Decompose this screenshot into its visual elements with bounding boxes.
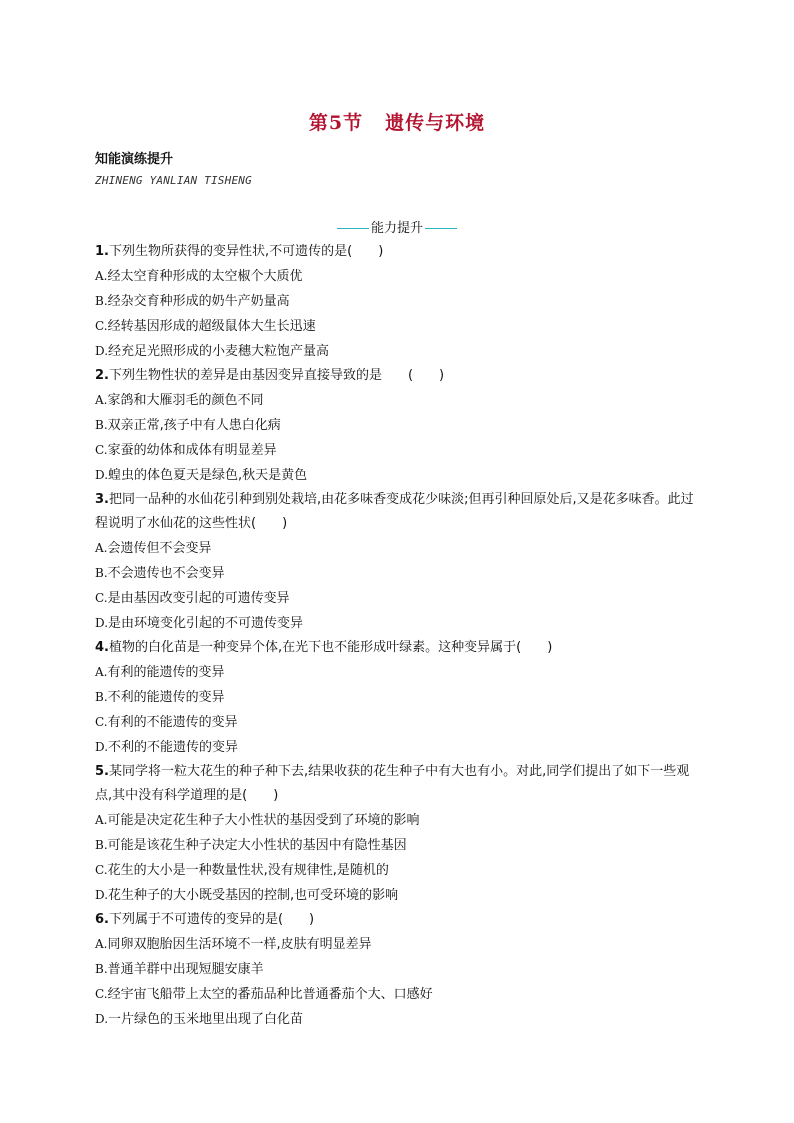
question-2 (95, 364, 695, 488)
option-b: B.不会遗传也不会变异 (95, 566, 225, 581)
question-stem: 5.某同学将一粒大花生的种子种下去,结果收获的花生种子中有大也有小。对此,同学们提出了如下一些观点,其中没有科学道理的是( ) (95, 764, 690, 803)
question-stem: 3.把同一品种的水仙花引种到别处栽培,由花多味香变成花少味淡;但再引种回原处后,又是花多味香。此过程说明了水仙花的这些性状( ) (95, 492, 694, 531)
option-c: C.花生的大小是一种数量性状,没有规律性,是随机的 (95, 863, 389, 878)
section-heading: 知能演练提升 (95, 152, 174, 167)
question-4 (95, 636, 695, 760)
option-a: A.会遗传但不会变异 (95, 541, 212, 556)
option-b: B.普通羊群中出现短腿安康羊 (95, 962, 264, 977)
question-list (95, 240, 695, 1032)
option-a: A.有利的能遗传的变异 (95, 665, 225, 680)
question-1 (95, 240, 695, 364)
chapter-title: 遗传与环境 (385, 112, 486, 134)
question-3 (95, 488, 695, 636)
option-a: A.可能是决定花生种子大小性状的基因受到了环境的影响 (95, 813, 420, 828)
option-b: B.可能是该花生种子决定大小性状的基因中有隐性基因 (95, 838, 407, 853)
option-b: B.不利的能遗传的变异 (95, 690, 225, 705)
option-d: D.经充足光照形成的小麦穗大粒饱产量高 (95, 344, 330, 359)
option-a: A.家鸽和大雁羽毛的颜色不同 (95, 393, 264, 408)
question-5 (95, 760, 695, 908)
question-stem: 2.下列生物性状的差异是由基因变异直接导致的是 ( ) (95, 368, 445, 383)
option-c: C.经转基因形成的超级鼠体大生长迅速 (95, 319, 316, 334)
question-stem: 4.植物的白化苗是一种变异个体,在光下也不能形成叶绿素。这种变异属于( ) (95, 640, 553, 655)
subsection-label: 能力提升 (370, 221, 423, 236)
page-title (0, 108, 794, 135)
option-b: B.经杂交育种形成的奶牛产奶量高 (95, 294, 290, 309)
option-a: A.经太空育种形成的太空椒个大质优 (95, 269, 303, 284)
section-pinyin: ZHINENG YANLIAN TISHENG (95, 174, 252, 187)
option-d: D.一片绿色的玉米地里出现了白化苗 (95, 1012, 304, 1027)
question-stem: 6.下列属于不可遗传的变异的是( ) (95, 912, 315, 927)
question-stem: 1.下列生物所获得的变异性状,不可遗传的是( ) (95, 244, 384, 259)
option-d: D.不利的不能遗传的变异 (95, 740, 239, 755)
question-6 (95, 908, 695, 1032)
option-b: B.双亲正常,孩子中有人患白化病 (95, 418, 281, 433)
option-d: D.蝗虫的体色夏天是绿色,秋天是黄色 (95, 468, 308, 483)
option-c: C.经宇宙飞船带上太空的番茄品种比普通番茄个大、口感好 (95, 987, 433, 1002)
option-c: C.是由基因改变引起的可遗传变异 (95, 591, 290, 606)
chapter-number: 第5节 (308, 112, 364, 134)
decorative-line-right (425, 228, 457, 229)
decorative-line-left (337, 228, 369, 229)
option-c: C.家蚕的幼体和成体有明显差异 (95, 443, 277, 458)
option-a: A.同卵双胞胎因生活环境不一样,皮肤有明显差异 (95, 937, 372, 952)
option-c: C.有利的不能遗传的变异 (95, 715, 238, 730)
option-d: D.是由环境变化引起的不可遗传变异 (95, 616, 304, 631)
subsection-heading (0, 217, 794, 236)
option-d: D.花生种子的大小既受基因的控制,也可受环境的影响 (95, 888, 399, 903)
